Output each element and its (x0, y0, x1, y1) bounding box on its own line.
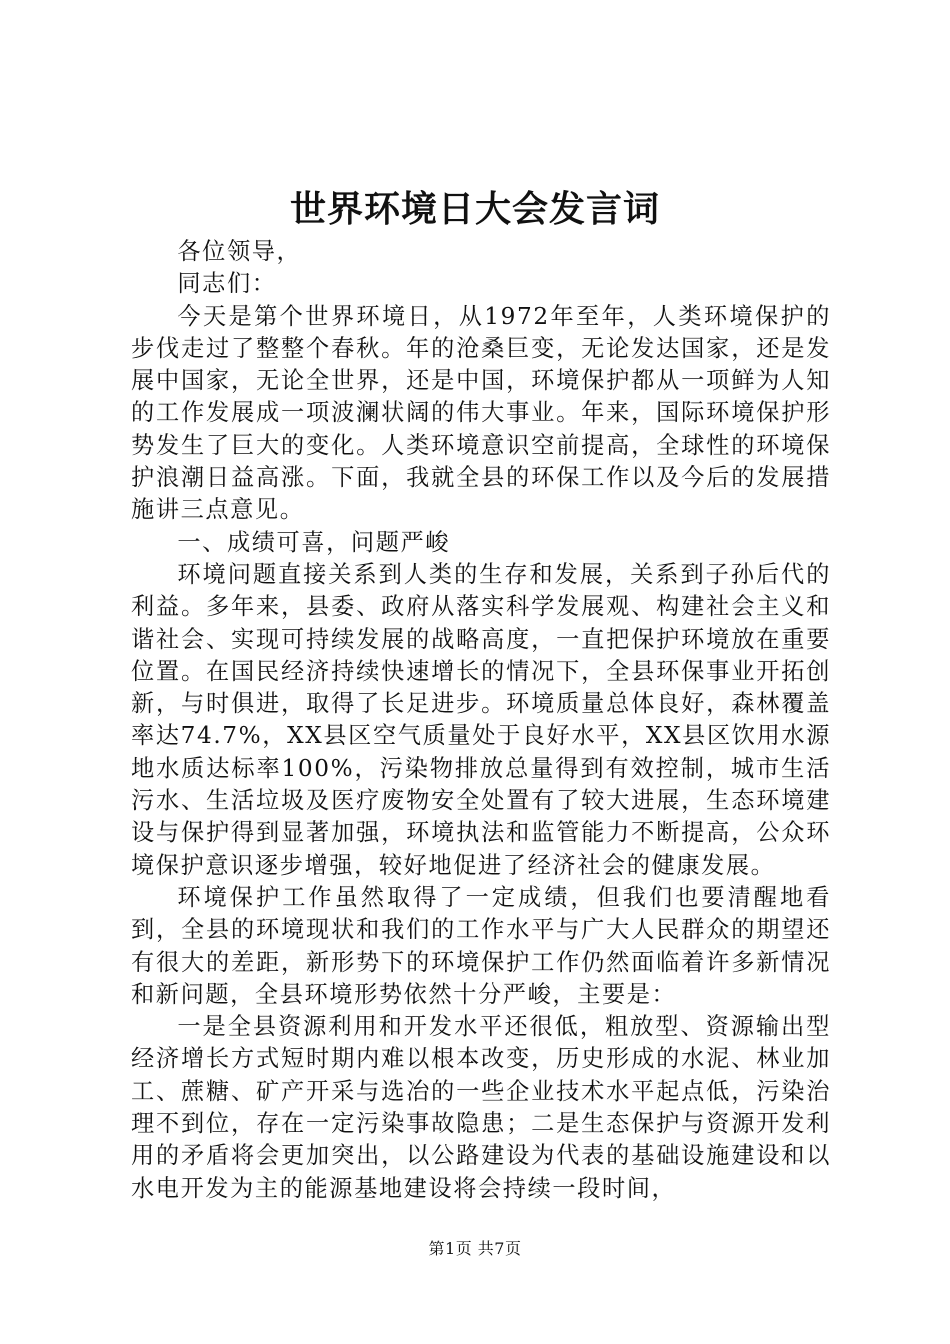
paragraph-challenges: 环境保护工作虽然取得了一定成绩，但我们也要清醒地看到，全县的环境现状和我们的工作水平与广大人民群众的期望还有很大的差距，新形势下的环境保护工作仍然面临着许多新情况和新问题，全县环境形势依然十分严峻，主要是： (131, 883, 831, 1008)
document-title: 世界环境日大会发言词 (289, 188, 660, 230)
section-heading-1: 一、成绩可喜，问题严峻 (177, 528, 451, 556)
paragraph-intro: 今天是第个世界环境日，从1972年至年，人类环境保护的步伐走过了整整个春秋。年的沧桑巨变，无论发达国家，还是发展中国家，无论全世界，还是中国，环境保护都从一项鲜为人知的工作发展成一项波澜状阔的伟大事业。年来，国际环境保护形势发生了巨大的变化。人类环境意识空前提高，全球性的环境保护浪潮日益高涨。下面，我就全县的环保工作以及今后的发展措施讲三点意见。 (131, 302, 831, 524)
document-body (131, 236, 831, 1205)
paragraph-problems: 一是全县资源利用和开发水平还很低，粗放型、资源输出型经济增长方式短时期内难以根本改变，历史形成的水泥、林业加工、蔗糖、矿产开采与选冶的一些企业技术水平起点低，污染治理不到位，存在一定污染事故隐患；二是生态保护与资源开发利用的矛盾将会更加突出，以公路建设为代表的基础设施建设和以水电开发为主的能源基地建设将会持续一段时间， (131, 1013, 831, 1202)
salutation-leaders: 各位领导， (177, 238, 302, 265)
page-footer: 第1页 共7页 (428, 1239, 522, 1258)
salutation-comrades: 同志们： (177, 270, 277, 298)
paragraph-achievements: 环境问题直接关系到人类的生存和发展，关系到子孙后代的利益。多年来，县委、政府从落实科学发展观、构建社会主义和谐社会、实现可持续发展的战略高度，一直把保护环境放在重要位置。在国民经济持续快速增长的情况下，全县环保事业开拓创新，与时俱进，取得了长足进步。环境质量总体良好，森林覆盖率达74.7%，XX县区空气质量处于良好水平，XX县区饮用水源地水质达标率100%，污染物排放总量得到有效控制，城市生活污水、生活垃圾及医疗废物安全处置有了较大进展，生态环境建设与保护得到显著加强，环境执法和监管能力不断提高，公众环境保护意识逐步增强，较好地促进了经济社会的健康发展。 (131, 560, 831, 879)
